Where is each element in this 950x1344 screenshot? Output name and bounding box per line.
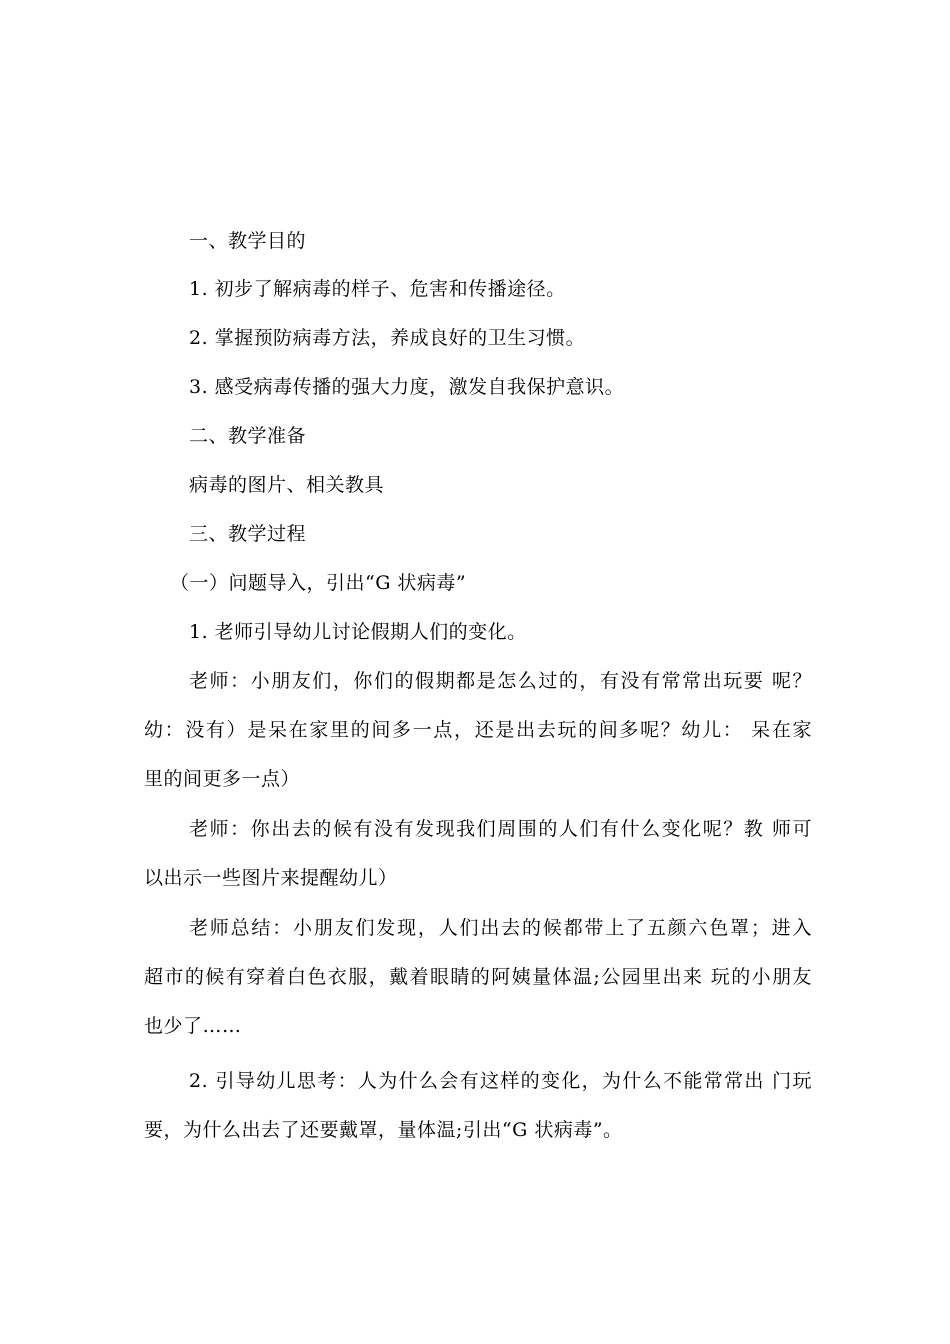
dialogue-paragraph-1-line-1: 老师：小朋友们，你们的假期都是怎么过的，有没有常常出玩要 呢？ <box>189 670 812 692</box>
step-2-line-1: 2. 引导幼儿思考：人为什么会有这样的变化，为什么不能常常出 门玩 <box>189 1070 812 1092</box>
goal-item-3: 3. 感受病毒传播的强大力度，激发自我保护意识。 <box>189 376 625 398</box>
summary-paragraph-line-3: 也少了…… <box>144 1015 242 1037</box>
step-1-text: 1. 老师引导幼儿讨论假期人们的变化。 <box>189 621 527 643</box>
dialogue-paragraph-1-line-2: 幼：没有）是呆在家里的间多一点，还是出去玩的间多呢？幼儿： 呆在家 <box>144 719 812 741</box>
summary-paragraph-line-1: 老师总结：小朋友们发现，人们出去的候都带上了五颜六色罩；进入 <box>189 917 812 939</box>
preparation-text: 病毒的图片、相关教具 <box>189 474 385 496</box>
dialogue-paragraph-2-line-2: 以出示一些图片来提醒幼儿） <box>144 867 398 889</box>
dialogue-paragraph-1-line-3: 里的间更多一点） <box>144 768 301 790</box>
goal-item-1: 1. 初步了解病毒的样子、危害和传播途径。 <box>189 278 566 300</box>
step-2-line-2: 要，为什么出去了还要戴罩，量体温;引出“G 状病毒”。 <box>144 1119 623 1141</box>
section-heading-goals: 一、教学目的 <box>189 230 307 252</box>
section-heading-process: 三、教学过程 <box>189 523 307 545</box>
dialogue-paragraph-2-line-1: 老师：你出去的候有没有发现我们周围的人们有什么变化呢？教 师可 <box>189 818 812 840</box>
goal-item-2: 2. 掌握预防病毒方法，养成良好的卫生习惯。 <box>189 327 586 349</box>
section-heading-preparation: 二、教学准备 <box>189 425 307 447</box>
summary-paragraph-line-2: 超市的候有穿着白色衣服，戴着眼睛的阿姨量体温;公园里出来 玩的小朋友 <box>144 966 812 988</box>
subsection-heading-intro: （一）问题导入，引出“G 状病毒” <box>170 572 467 594</box>
